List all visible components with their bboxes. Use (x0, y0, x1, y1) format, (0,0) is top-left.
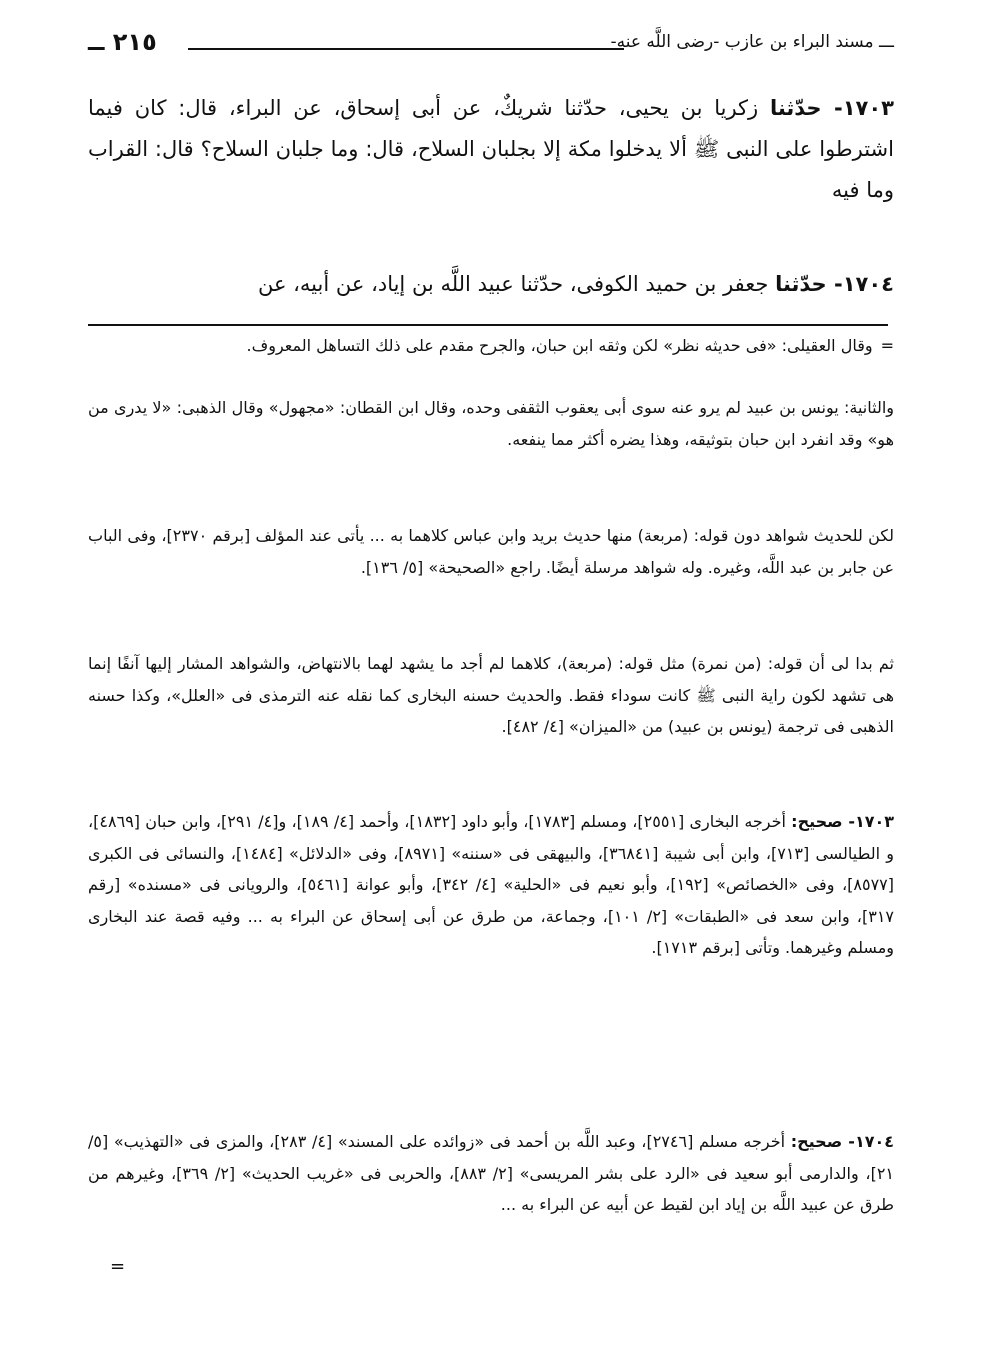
footnote-paragraph: ثم بدا لى أن قوله: (من نمرة) مثل قوله: (مربعة)، كلاهما لم أجد ما يشهد لهما بالانتهاض، والشواهد المشار إليها آنفًا إنما هى تشهد لكون راية النبى ﷺ كانت سوداء فقط. والحديث حسنه البخارى كما نقله عنه الترمذى فى «العلل»، وكذا حسنه الذهبى فى ترجمة (يونس بن عبيد) من «الميزان» [٤/ ٤٨٢]. (88, 654, 894, 736)
continuation-mark: = (880, 336, 894, 355)
hadith-1704 (88, 264, 894, 305)
footnote-text: أخرجه البخارى [٢٥٥١]، ومسلم [١٧٨٣]، وأبو داود [١٨٣٢]، وأحمد [٤/ ١٨٩]، و[٤/ ٢٩١]، وابن حبان [٤٨٦٩]، و الطيالسى [٧١٣]، وابن أبى شيبة [٣٦٨٤١]، والبيهقى فى «سننه» [٨٩٧١]، وفى «الدلائل» [١٤٨٤]، والنسائى فى الكبرى [٨٥٧٧]، وفى «الخصائص» [١٩٢]، وأبو نعيم فى «الحلية» [٤/ ٣٤٢]، وأبو عوانة [٥٤٦١]، والرويانى فى «مسنده» [رقم ٣١٧]، وابن سعد فى «الطبقات» [٢/ ١٠١]، وجماعة، من طرق عن أبى إسحاق عن البراء به ... وفيه قصة عند البخارى ومسلم وغيرهما. وتأتى [برقم ١٧١٣]. (88, 812, 895, 957)
running-title: ـــ مسند البراء بن عازب -رضى اللَّه عنه- (600, 32, 894, 52)
footnote-paragraph: والثانية: يونس بن عبيد لم يرو عنه سوى أبى يعقوب الثقفى وحده، وقال ابن القطان: «مجهول» وقال الذهبى: «لا يدرى من هو» وقد انفرد ابن حبان بتوثيقه، وهذا يضره أكثر مما ينفعه. (88, 398, 894, 449)
footnote-text: أخرجه مسلم [٢٧٤٦]، وعبد اللَّه بن أحمد فى «زوائده على المسند» [٤/ ٢٨٣]، والمزى فى «التهذيب» [٥/ ٢١]، والدارمى أبو سعيد فى «الرد على بشر المريسى» [٢/ ٨٨٣]، والحربى فى «غريب الحديث» [٢/ ٣٦٩]، وغيرهم من طرق عن عبيد اللَّه بن إياد ابن لقيط عن أبيه عن البراء به ... (88, 1132, 895, 1214)
hadith-text: زكريا بن يحيى، حدّثنا شريكٌ، عن أبى إسحاق، عن البراء، قال: كان فيما اشترطوا على النبى ﷺ ألا يدخلوا مكة إلا بجلبان السلاح، قال: وما جلبان السلاح؟ قال: القراب وما فيه (88, 96, 894, 202)
footnote-number: ١٧٠٣- صحيح: (791, 812, 895, 831)
footnote-paragraph: لكن للحديث شواهد دون قوله: (مربعة) منها حديث بريد وابن عباس كلاهما به ... يأتى عند المؤلف [برقم ٢٣٧٠]، وفى الباب عن جابر بن عبد اللَّه، وغيره. وله شواهد مرسلة أيضًا. راجع «الصحيحة» [٥/ ١٣٦]. (88, 526, 895, 577)
page-number: ٢١٥ ــ (88, 28, 157, 56)
hadith-text: جعفر بن حميد الكوفى، حدّثنا عبيد اللَّه بن إياد، عن أبيه، عن (257, 272, 776, 296)
hadith-1703 (88, 88, 894, 211)
footnote-text: وقال العقيلى: «فى حديثه نظر» لكن وثقه ابن حبان، والجرح مقدم على ذلك التساهل المعروف. (246, 336, 873, 355)
footnote-1703 (88, 806, 894, 964)
header-rule (188, 48, 624, 50)
footnote-number: ١٧٠٤- صحيح: (790, 1132, 894, 1151)
footnote-continued (88, 330, 894, 362)
continuation-mark-end: = (110, 1256, 126, 1277)
footnote-1704 (88, 1126, 894, 1221)
hadith-number: ١٧٠٣- حدّثنا (769, 96, 894, 120)
footnote-separator (88, 324, 888, 326)
book-page (88, 26, 894, 1326)
running-header (88, 26, 894, 66)
hadith-number: ١٧٠٤- حدّثنا (775, 272, 894, 296)
